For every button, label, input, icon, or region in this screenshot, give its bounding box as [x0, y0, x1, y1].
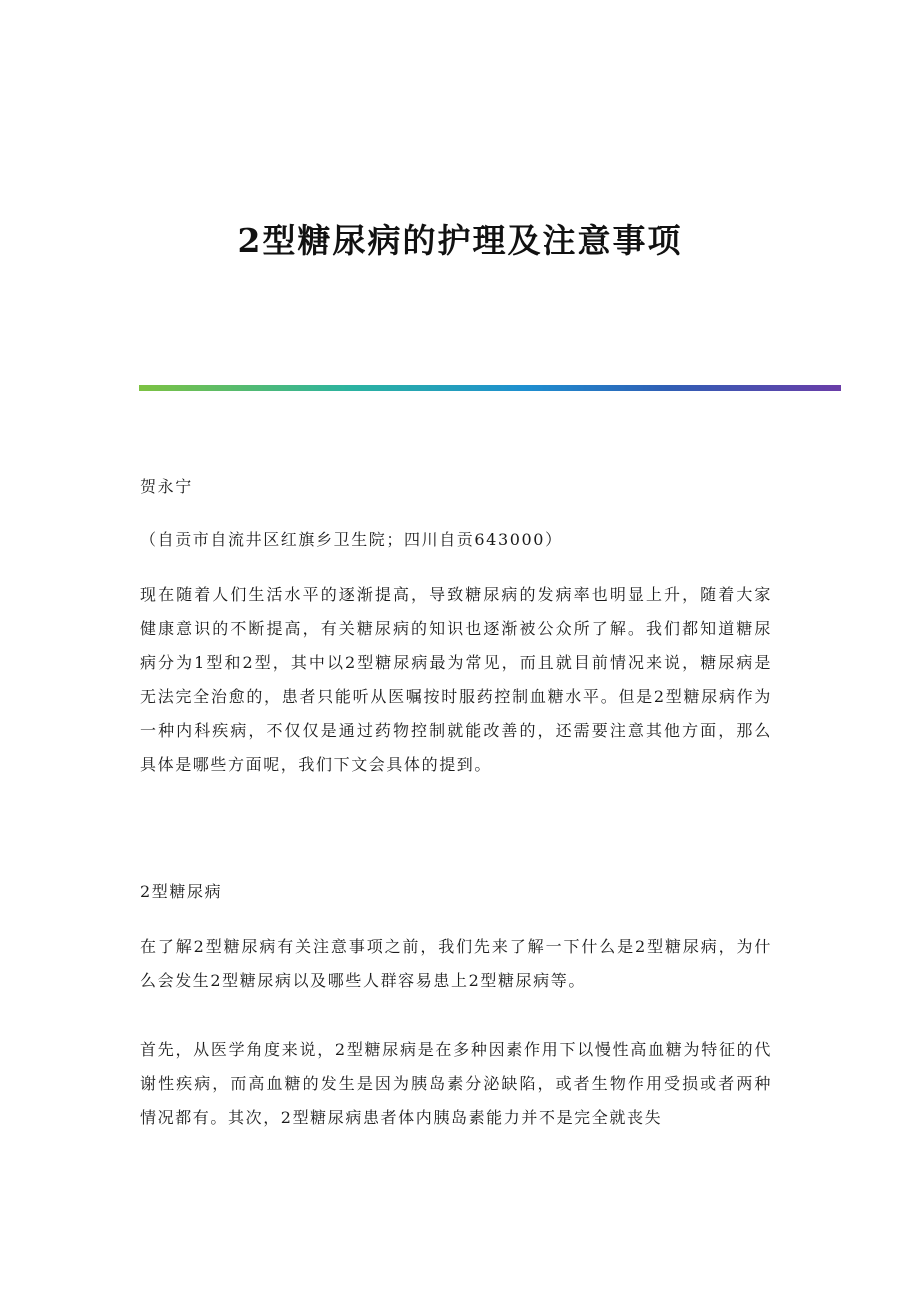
- author-affiliation: （自贡市自流井区红旗乡卫生院；四川自贡643000）: [140, 530, 563, 549]
- page-title: 2型糖尿病的护理及注意事项: [237, 221, 683, 260]
- title-divider: [139, 385, 841, 391]
- body-paragraph: 首先，从医学角度来说，2型糖尿病是在多种因素作用下以慢性高血糖为特征的代谢性疾病，而高血糖的发生是因为胰岛素分泌缺陷，或者生物作用受损或者两种情况都有。其次，2型糖尿病患者体内胰岛素能力并不是完全就丧失: [140, 1040, 772, 1127]
- author-name: 贺永宁: [140, 477, 193, 496]
- body-paragraph: 在了解2型糖尿病有关注意事项之前，我们先来了解一下什么是2型糖尿病，为什么会发生2型糖尿病以及哪些人群容易患上2型糖尿病等。: [140, 937, 772, 990]
- section-heading: 2型糖尿病: [140, 882, 223, 901]
- body-paragraph: 现在随着人们生活水平的逐渐提高，导致糖尿病的发病率也明显上升，随着大家健康意识的不断提高，有关糖尿病的知识也逐渐被公众所了解。我们都知道糖尿病分为1型和2型，其中以2型糖尿病最为常见，而且就目前情况来说，糖尿病是无法完全治愈的，患者只能听从医嘱按时服药控制血糖水平。但是2型糖尿病作为一种内科疾病，不仅仅是通过药物控制就能改善的，还需要注意其他方面，那么具体是哪些方面呢，我们下文会具体的提到。: [140, 585, 772, 774]
